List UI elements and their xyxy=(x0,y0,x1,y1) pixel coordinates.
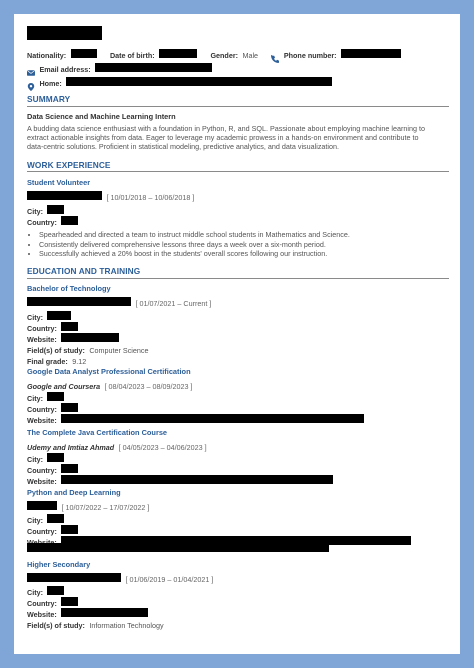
field-label: Field(s) of study: xyxy=(27,346,85,355)
country-label: Country: xyxy=(27,599,57,608)
edu-entry-title: The Complete Java Certification Course xyxy=(27,428,168,437)
summary-heading: SUMMARY xyxy=(27,94,71,104)
summary-text xyxy=(27,124,452,151)
institution-redaction xyxy=(27,297,131,306)
email-label: Email address: xyxy=(39,65,91,74)
city-label: City: xyxy=(27,313,43,322)
field-label: Field(s) of study: xyxy=(27,621,85,630)
edu-entry-title: Python and Deep Learning xyxy=(27,488,121,497)
work-entry-title: Student Volunteer xyxy=(27,178,91,187)
summary-line: A budding data science enthusiast with a foundation in Python, R, and SQL. Passionate about employing machine learning to xyxy=(27,124,425,133)
edu-entry-website xyxy=(27,471,333,489)
work-heading: WORK EXPERIENCE xyxy=(27,160,111,170)
education-rule xyxy=(27,278,449,279)
work-bullet: • Consistently delivered comprehensive lessons three days a week over a six-month period. xyxy=(39,240,452,250)
edu-entry-date: [ 04/05/2023 – 04/06/2023 ] xyxy=(118,443,207,452)
home-row xyxy=(27,73,332,91)
edu-entry-website xyxy=(27,410,364,428)
city-label: City: xyxy=(27,588,43,597)
country-label: Country: xyxy=(27,527,57,536)
website-redaction xyxy=(61,475,333,484)
phone-label: Phone number: xyxy=(283,51,337,60)
city-label: City: xyxy=(27,207,43,216)
summary-title: Data Science and Machine Learning Intern xyxy=(27,112,176,121)
nationality-label: Nationality: xyxy=(27,51,67,60)
country-label: Country: xyxy=(27,405,57,414)
country-label: Country: xyxy=(27,466,57,475)
summary-line: extract actionable insights from data. Eager to leverage my academic prowess in a hands-on environment and contribute to xyxy=(27,133,419,142)
website-label: Website: xyxy=(27,335,57,344)
home-redaction xyxy=(66,77,332,86)
city-label: City: xyxy=(27,516,43,525)
edu-entry-date: [ 10/07/2022 – 17/07/2022 ] xyxy=(61,503,150,512)
gender-value: Male xyxy=(242,51,259,60)
city-label: City: xyxy=(27,455,43,464)
email-redaction xyxy=(95,63,212,72)
education-heading: EDUCATION AND TRAINING xyxy=(27,266,141,276)
work-entry-date: [ 10/01/2018 – 10/06/2018 ] xyxy=(106,193,195,202)
field-value: Information Technology xyxy=(89,621,164,630)
phone-redaction xyxy=(341,49,401,58)
edu-entry-field xyxy=(27,615,164,633)
work-bullets xyxy=(27,230,452,259)
location-pin-icon xyxy=(27,78,35,86)
gender-label: Gender: xyxy=(210,51,239,60)
home-label: Home: xyxy=(39,79,62,88)
name-redaction xyxy=(27,26,102,40)
edu-entry-date: [ 01/06/2019 – 01/04/2021 ] xyxy=(125,575,214,584)
summary-rule xyxy=(27,106,449,107)
website-redaction xyxy=(61,414,364,423)
edu-entry-date: [ 01/07/2021 – Current ] xyxy=(135,299,212,308)
institution-redaction xyxy=(27,501,57,510)
work-bullet: • Spearheaded and directed a team to instruct middle school students in Mathematics and Science. xyxy=(39,230,452,240)
work-entry-country xyxy=(27,212,78,230)
employer-redaction xyxy=(27,191,102,200)
work-rule xyxy=(27,171,449,172)
field-value: Computer Science xyxy=(89,346,149,355)
summary-line: data-centric solutions. Proficient in statistical modeling, predictive analytics, and data visualization. xyxy=(27,142,340,151)
edu-entry-title: Higher Secondary xyxy=(27,560,91,569)
dob-label: Date of birth: xyxy=(109,51,155,60)
country-label: Country: xyxy=(27,218,57,227)
nationality-redaction xyxy=(71,49,97,58)
edu-entry-org: Udemy and Imtiaz Ahmad xyxy=(27,443,115,452)
city-label: City: xyxy=(27,394,43,403)
edu-entry-title: Bachelor of Technology xyxy=(27,284,111,293)
grade-label: Final grade: xyxy=(27,357,68,366)
phone-icon xyxy=(271,50,279,58)
cv-page xyxy=(14,14,460,654)
website-redaction-continued xyxy=(27,543,329,552)
country-redaction xyxy=(61,216,78,225)
website-label: Website: xyxy=(27,477,57,486)
edu-entry-title: Google Data Analyst Professional Certification xyxy=(27,367,191,376)
website-label: Website: xyxy=(27,416,57,425)
edu-entry-date: [ 08/04/2023 – 08/09/2023 ] xyxy=(104,382,193,391)
institution-redaction xyxy=(27,573,121,582)
email-icon xyxy=(27,64,35,72)
website-label: Website: xyxy=(27,610,57,619)
country-label: Country: xyxy=(27,324,57,333)
work-bullet: • Successfully achieved a 20% boost in the students' overall scores following our instruction. xyxy=(39,249,452,259)
grade-value: 9.12 xyxy=(72,357,87,366)
edu-entry-org: Google and Coursera xyxy=(27,382,101,391)
dob-redaction xyxy=(159,49,197,58)
